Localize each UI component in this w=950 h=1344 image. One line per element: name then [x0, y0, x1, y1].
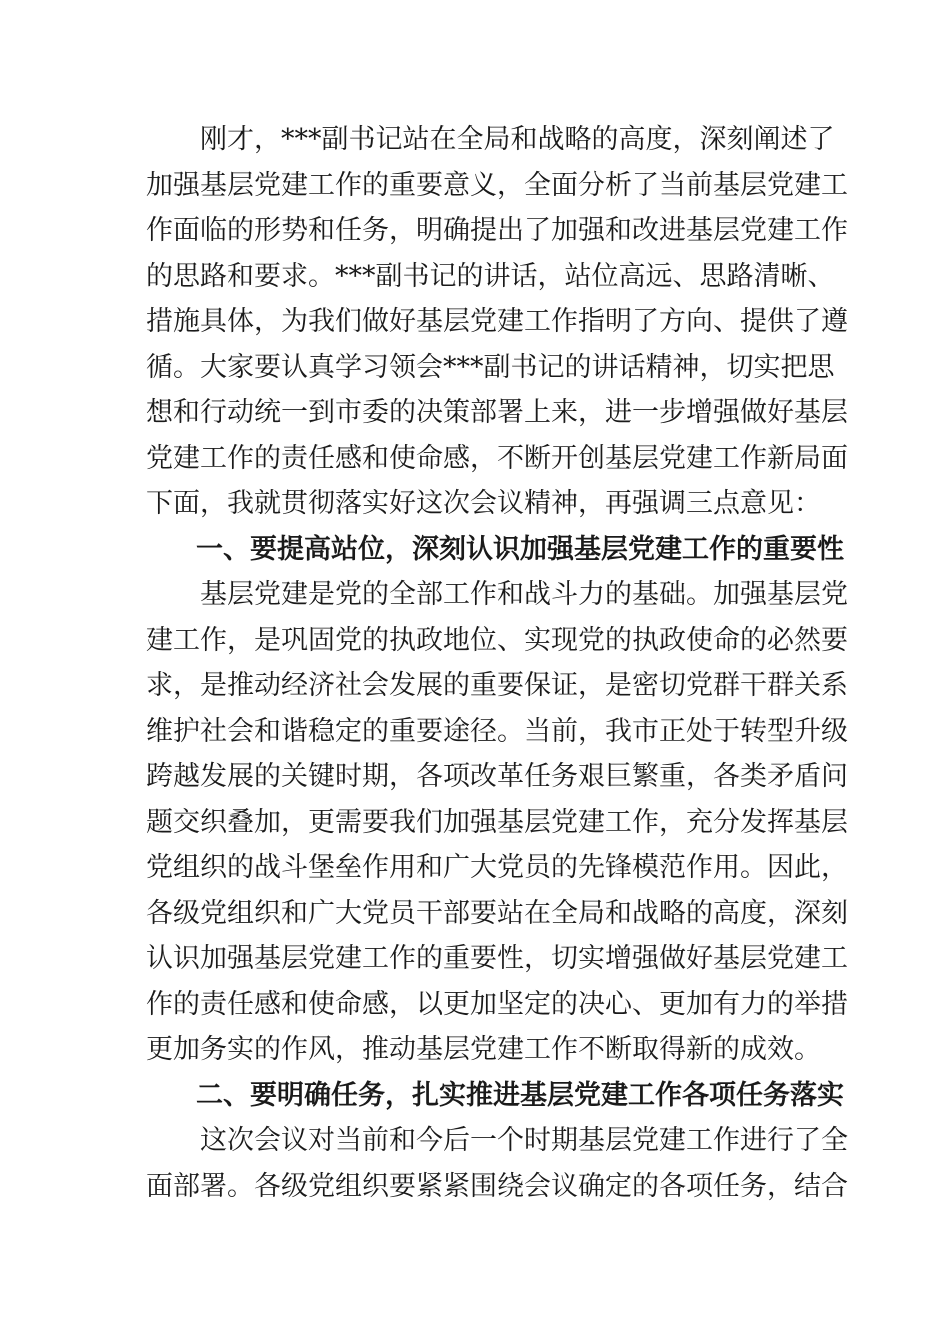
- paragraph-line: 更加务实的作风，推动基层党建工作不断取得新的成效。: [146, 1034, 821, 1065]
- paragraph-line: 跨越发展的关键时期，各项改革任务艰巨繁重，各类矛盾问: [146, 761, 848, 792]
- paragraph-line: 加强基层党建工作的重要意义，全面分析了当前基层党建工: [146, 169, 848, 201]
- section-heading-1: 一、要提高站位，深刻认识加强基层党建工作的重要性: [196, 533, 844, 565]
- paragraph-line: 党建工作的责任感和使命感，不断开创基层党建工作新局面: [146, 442, 848, 474]
- paragraph-line: 党组织的战斗堡垒作用和广大党员的先锋模范作用。因此，: [146, 852, 848, 883]
- paragraph-line: 循。大家要认真学习领会***副书记的讲话精神，切实把思: [146, 351, 835, 383]
- paragraph-line: 作的责任感和使命感，以更加坚定的决心、更加有力的举措: [146, 988, 848, 1020]
- paragraph-line: 题交织叠加，更需要我们加强基层党建工作，充分发挥基层: [146, 806, 848, 838]
- paragraph-line: 作面临的形势和任务，明确提出了加强和改进基层党建工作: [146, 215, 848, 246]
- section-heading-2: 二、要明确任务，扎实推进基层党建工作各项任务落实: [196, 1079, 844, 1111]
- paragraph-line: 措施具体，为我们做好基层党建工作指明了方向、提供了遵: [146, 306, 848, 337]
- paragraph-line: 基层党建是党的全部工作和战斗力的基础。加强基层党: [200, 579, 848, 610]
- paragraph-line: 下面，我就贯彻落实好这次会议精神，再强调三点意见：: [146, 488, 821, 519]
- paragraph-line: 的思路和要求。***副书记的讲话，站位高远、思路清晰、: [146, 260, 835, 292]
- paragraph-line: 各级党组织和广大党员干部要站在全局和战略的高度，深刻: [146, 897, 848, 929]
- paragraph-line: 维护社会和谐稳定的重要途径。当前，我市正处于转型升级: [146, 715, 848, 747]
- paragraph-line: 想和行动统一到市委的决策部署上来，进一步增强做好基层: [146, 397, 848, 428]
- paragraph-line: 面部署。各级党组织要紧紧围绕会议确定的各项任务，结合: [146, 1170, 848, 1202]
- paragraph-line: 认识加强基层党建工作的重要性，切实增强做好基层党建工: [146, 943, 848, 974]
- paragraph-line: 求，是推动经济社会发展的重要保证，是密切党群干群关系: [146, 670, 848, 701]
- paragraph-line: 建工作，是巩固党的执政地位、实现党的执政使命的必然要: [146, 624, 848, 656]
- document-body: [146, 117, 848, 1209]
- paragraph-line: 刚才，***副书记站在全局和战略的高度，深刻阐述了: [200, 124, 835, 155]
- paragraph-line: 这次会议对当前和今后一个时期基层党建工作进行了全: [200, 1125, 848, 1156]
